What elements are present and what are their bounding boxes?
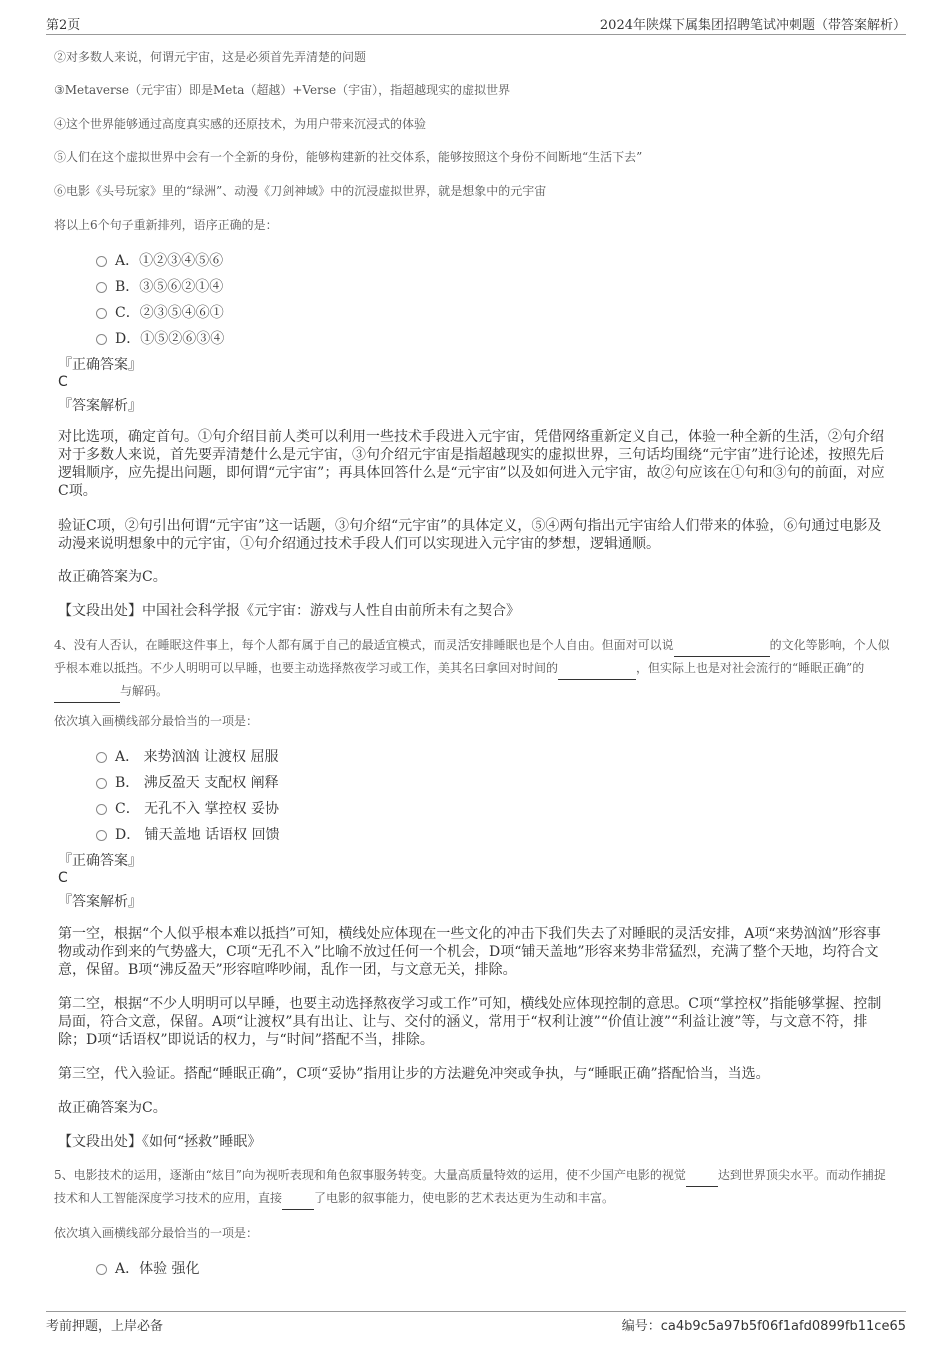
radio-icon[interactable] [96,804,107,815]
analysis-paragraph: 第一空，根据“个人似乎根本难以抵挡”可知，横线处应体现在一些文化的冲击下我们失去了对睡眠的灵活安排，A项“来势汹汹”形容事物或动作到来的气势盛大，C项“无孔不入”比喻不放过任何一个机会，D项“铺天盖地”形容来势非常猛烈，充满了整个天地，均符合文意，保留。B项“沸反盈天”形容喧哗吵闹，乱作一团，与文意无关，排除。 [58,926,881,978]
radio-icon[interactable] [96,1264,107,1275]
q3-option-d[interactable]: D．①⑤②⑥③④ [96,328,224,348]
sentence-6: ⑥电影《头号玩家》里的“绿洲”、动漫《刀剑神域》中的沉浸虚拟世界，就是想象中的元宇宙 [54,184,547,198]
question-prompt: 依次填入画横线部分最恰当的一项是： [54,714,259,728]
source-citation: 【文段出处】《如何“拯救”睡眠》 [58,1134,262,1150]
question-prompt: 依次填入画横线部分最恰当的一项是： [54,1226,259,1240]
radio-icon[interactable] [96,752,107,763]
correct-answer: C [58,870,68,886]
correct-answer: C [58,374,68,390]
q3-option-a[interactable]: A．①②③④⑤⑥ [96,250,223,270]
document-title: 2024年陕煤下属集团招聘笔试冲刺题（带答案解析） [599,18,906,33]
sentence-4: ④这个世界能够通过高度真实感的还原技术，为用户带来沉浸式的体验 [54,117,427,131]
fill-blank [686,1164,718,1187]
page-number: 第2页 [46,18,81,33]
sentence-5: ⑤人们在这个虚拟世界中会有一个全新的身份，能够构建新的社交体系，能够按照这个身份不间断地“生活下去” [54,150,643,164]
document-code: 编号：ca4b9c5a97b5f06f1afd0899fb11ce65 [621,1319,906,1334]
analysis-paragraph: 验证C项，②句引出何谓“元宇宙”这一话题，③句介绍“元宇宙”的具体定义，⑤④两句指出元宇宙给人们带来的体验，⑥句通过电影及动漫来说明想象中的元宇宙，①句介绍通过技术手段人们可以实现进入元宇宙的梦想，逻辑通顺。 [58,518,882,552]
radio-icon[interactable] [96,778,107,789]
analysis-conclusion: 故正确答案为C。 [58,1100,167,1116]
source-citation: 【文段出处】中国社会科学报《元宇宙：游戏与人性自由前所未有之契合》 [58,603,520,619]
analysis-label: 『答案解析』 [58,398,142,414]
fill-blank [558,657,636,680]
sentence-3: ③Metaverse（元宇宙）即是Meta（超越）+Verse（宇宙），指超越现实的虚拟世界 [54,83,511,97]
q4-option-b[interactable]: B． 沸反盈天 支配权 阐释 [96,772,279,792]
q5-option-a[interactable]: A．体验 强化 [96,1258,200,1278]
analysis-paragraph: 对比选项，确定首句。①句介绍目前人类可以利用一些技术手段进入元宇宙，凭借网络重新定义自己，体验一种全新的生活，②句介绍对于多数人来说，首先要弄清楚什么是元宇宙，③句介绍元宇宙是指超越现实的虚拟世界，三句话均围绕“元宇宙”进行论述，按照先后逻辑顺序，应先提出问题，即何谓“元宇宙”；再具体回答什么是“元宇宙”以及如何进入元宇宙，故②句应该在①句和③句的前面，对应C项。 [58,429,885,499]
radio-icon[interactable] [96,830,107,841]
q4-option-d[interactable]: D． 铺天盖地 话语权 回馈 [96,824,280,844]
q4-option-a[interactable]: A． 来势汹汹 让渡权 屈服 [96,746,278,766]
footer-slogan: 考前押题，上岸必备 [46,1319,164,1334]
radio-icon[interactable] [96,256,107,267]
answer-label: 『正确答案』 [58,357,142,373]
analysis-conclusion: 故正确答案为C。 [58,569,167,585]
sentence-2: ②对多数人来说，何谓元宇宙，这是必须首先弄清楚的问题 [54,50,367,64]
radio-icon[interactable] [96,334,107,345]
fill-blank [282,1187,314,1210]
page-header [46,14,906,35]
radio-icon[interactable] [96,282,107,293]
analysis-paragraph: 第二空，根据“不少人明明可以早睡，也要主动选择熬夜学习或工作”可知，横线处应体现控制的意思。C项“掌控权”指能够掌握、控制局面，符合文意，保留。A项“让渡权”具有出让、让与、交付的涵义，常用于“权利让渡”“价值让渡”“利益让渡”等，与文意不符，排除；D项“话语权”即说话的权力，与“时间”搭配不当，排除。 [58,996,882,1048]
question-4-text: 4、没有人否认，在睡眠这件事上，每个人都有属于自己的最适宜模式，而灵活安排睡眠也是个人自由。但面对可以说 的文化等影响，个人似乎根本难以抵挡。不少人明明可以早睡，也要主动选择熬夜学习或工作，美其名曰拿回对时间的 ，但实际上也是对社会流行的“睡眠正确”的 与解码。 [54,634,894,703]
analysis-label: 『答案解析』 [58,894,142,910]
q3-option-b[interactable]: B．③⑤⑥②①④ [96,276,223,296]
fill-blank [674,634,770,657]
question-5-text: 5、电影技术的运用，逐渐由“炫目”向为视听表现和角色叙事服务转变。大量高质量特效的运用，使不少国产电影的视觉 达到世界顶尖水平。而动作捕捉技术和人工智能深度学习技术的应用，直接 了电影的叙事能力，使电影的艺术表达更为生动和丰富。 [54,1164,894,1210]
q4-option-c[interactable]: C． 无孔不入 掌控权 妥协 [96,798,279,818]
question-prompt: 将以上6个句子重新排列，语序正确的是： [54,218,278,232]
fill-blank [54,680,120,703]
answer-label: 『正确答案』 [58,853,142,869]
analysis-paragraph: 第三空，代入验证。搭配“睡眠正确”，C项“妥协”指用让步的方法避免冲突或争执，与“睡眠正确”搭配恰当，当选。 [58,1066,770,1082]
page-footer [46,1311,906,1334]
q3-option-c[interactable]: C．②③⑤④⑥① [96,302,224,322]
radio-icon[interactable] [96,308,107,319]
